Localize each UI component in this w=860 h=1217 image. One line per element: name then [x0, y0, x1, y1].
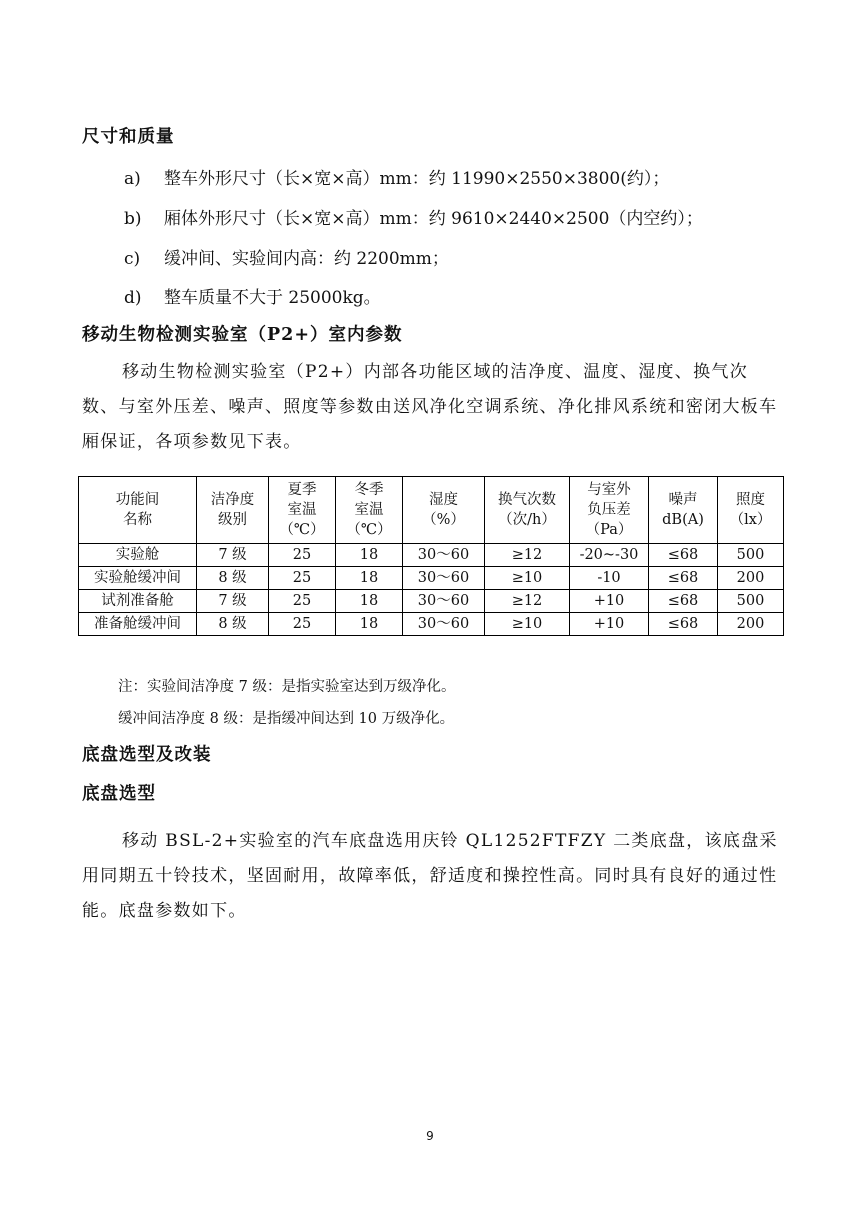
table-cell: ≥10	[485, 567, 570, 590]
table-cell: 18	[336, 544, 403, 567]
table-cell: 18	[336, 590, 403, 613]
table-cell: 30～60	[403, 590, 485, 613]
table-cell: 实验舱	[79, 544, 197, 567]
list-item-label: c)	[124, 249, 141, 269]
table-cell: ≥12	[485, 544, 570, 567]
list-item-text: 整车外形尺寸（长×宽×高）mm：约 11990×2550×3800(约）；	[164, 169, 670, 189]
note-line: 注：实验间洁净度 7 级：是指实验室达到万级净化。	[118, 679, 456, 695]
table-cell: ≤68	[649, 544, 718, 567]
note-line: 缓冲间洁净度 8 级：是指缓冲间达到 10 万级净化。	[118, 711, 455, 727]
table-cell: 25	[269, 590, 336, 613]
header-cleanliness: 洁净度 级别	[197, 477, 269, 544]
table-cell: 25	[269, 613, 336, 636]
table-cell: 8 级	[197, 567, 269, 590]
table-cell: ≥10	[485, 613, 570, 636]
table-cell: 准备舱缓冲间	[79, 613, 197, 636]
table-cell: ≤68	[649, 590, 718, 613]
table-cell: 200	[718, 567, 784, 590]
table-cell: 25	[269, 544, 336, 567]
list-item-label: d)	[124, 288, 142, 308]
list-item-label: a)	[124, 169, 141, 189]
table-cell: ≤68	[649, 567, 718, 590]
subsection-title-chassis-selection: 底盘选型	[82, 784, 156, 804]
list-item	[124, 164, 669, 189]
list-item	[124, 204, 703, 229]
table-header-row	[79, 477, 784, 544]
section-title-size-mass: 尺寸和质量	[82, 127, 175, 147]
table-cell: 7 级	[197, 544, 269, 567]
table-cell: 30～60	[403, 567, 485, 590]
table-cell: 实验舱缓冲间	[79, 567, 197, 590]
chassis-text: 移动 BSL-2+实验室的汽车底盘选用庆铃 QL1252FTFZY 二类底盘，该底盘采用同期五十铃技术，坚固耐用，故障率低，舒适度和操控性高。同时具有良好的通过性能。底盘参数如下。	[82, 831, 778, 921]
table-row	[79, 613, 784, 636]
table-cell: +10	[570, 613, 649, 636]
list-item	[124, 283, 381, 308]
table-cell: 25	[269, 567, 336, 590]
table-row	[79, 544, 784, 567]
table-cell: 试剂准备舱	[79, 590, 197, 613]
page-number: 9	[426, 1129, 434, 1143]
header-air-changes: 换气次数 （次/h）	[485, 477, 570, 544]
table-cell: 18	[336, 613, 403, 636]
header-room-name: 功能间 名称	[79, 477, 197, 544]
header-illuminance: 照度 （lx）	[718, 477, 784, 544]
table-row	[79, 567, 784, 590]
table-cell: 30～60	[403, 544, 485, 567]
table-cell: ≥12	[485, 590, 570, 613]
table-row	[79, 590, 784, 613]
table-cell: 18	[336, 567, 403, 590]
table-cell: -20~-30	[570, 544, 649, 567]
table-cell: ≤68	[649, 613, 718, 636]
table-cell: 500	[718, 590, 784, 613]
table-cell: -10	[570, 567, 649, 590]
section-title-chassis: 底盘选型及改装	[82, 745, 212, 765]
table-cell: 7 级	[197, 590, 269, 613]
list-item-label: b)	[124, 209, 142, 229]
parameter-table	[78, 476, 784, 636]
table-cell: 30～60	[403, 613, 485, 636]
intro-text: 移动生物检测实验室（P2+）内部各功能区域的洁净度、温度、湿度、换气次数、与室外压差、噪声、照度等参数由送风净化空调系统、净化排风系统和密闭大板车厢保证，各项参数见下表。	[82, 362, 778, 452]
list-item-text: 整车质量不大于 25000kg。	[164, 288, 381, 308]
table-cell: 8 级	[197, 613, 269, 636]
list-item-text: 缓冲间、实验间内高：约 2200mm；	[164, 249, 449, 269]
table-cell: 200	[718, 613, 784, 636]
list-item	[124, 244, 449, 269]
table-cell: 500	[718, 544, 784, 567]
intro-paragraph	[82, 355, 782, 460]
header-pressure-diff: 与室外 负压差 （Pa）	[570, 477, 649, 544]
section-title-indoor-params: 移动生物检测实验室（P2+）室内参数	[82, 325, 403, 345]
list-item-text: 厢体外形尺寸（长×宽×高）mm：约 9610×2440×2500（内空约）；	[164, 209, 703, 229]
table-cell: +10	[570, 590, 649, 613]
header-summer-temp: 夏季 室温 （℃）	[269, 477, 336, 544]
header-humidity: 湿度 （%）	[403, 477, 485, 544]
header-noise: 噪声 dB(A)	[649, 477, 718, 544]
chassis-paragraph	[82, 824, 782, 929]
header-winter-temp: 冬季 室温 （℃）	[336, 477, 403, 544]
